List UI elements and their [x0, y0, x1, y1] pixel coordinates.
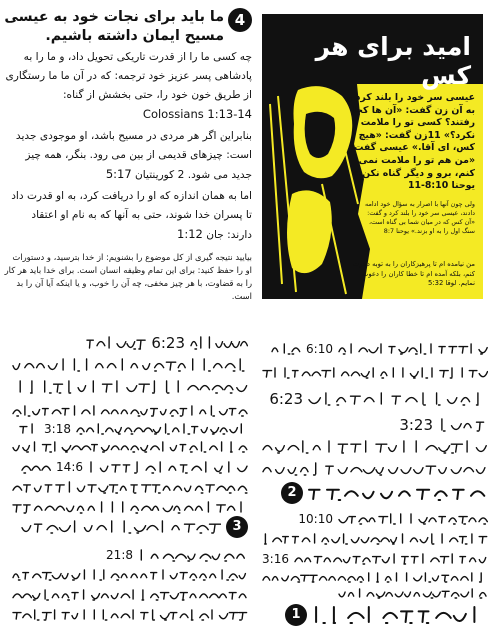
script-glyph: [86, 336, 146, 350]
verse-reference: 6:10: [306, 342, 333, 356]
script-line: [12, 567, 248, 583]
script-heading-row: [86, 335, 248, 351]
script-glyph: [262, 462, 488, 476]
script-line: [12, 403, 248, 419]
script-glyph: [12, 569, 248, 581]
verse-reference: 3:23: [399, 416, 433, 434]
script-heading-row: [281, 485, 488, 501]
script-line: [12, 357, 248, 373]
script-glyph: [262, 440, 488, 454]
script-line: [262, 531, 488, 547]
script-line: [262, 569, 488, 585]
script-glyph: [138, 549, 248, 562]
script-glyph: [12, 501, 248, 514]
verse-text: اما به همان اندازه که او را دریافت کرد، به او قدرت داد تا پسران خدا شوند، حتی به آنها که به نام او اعتقاد دارند: جان: [11, 190, 252, 241]
script-glyph: [294, 553, 488, 565]
script-heading-row: [285, 607, 488, 623]
verse-paragraph-2: [4, 127, 252, 185]
script-glyph: [312, 606, 488, 624]
script-glyph: [12, 609, 248, 621]
script-glyph: [19, 423, 39, 435]
script-glyph: [76, 423, 248, 435]
script-line: [12, 479, 248, 495]
script-glyph: [190, 336, 248, 350]
verse-reference: 3:16: [262, 552, 289, 566]
verse-reference: 21:8: [106, 548, 133, 562]
script-glyph: [12, 481, 248, 494]
section-number-badge: 2: [281, 482, 303, 504]
section-number-badge: 4: [228, 8, 252, 32]
script-glyph: [262, 533, 488, 545]
script-glyph: [12, 589, 248, 601]
script-line: [106, 547, 248, 563]
verse-reference: 6:23: [269, 390, 303, 408]
script-line: [271, 341, 488, 357]
verse-reference: 14:6: [56, 460, 83, 474]
poster-title: امید برای هر کس: [315, 32, 471, 90]
script-line: [262, 551, 488, 567]
script-glyph: [262, 367, 488, 379]
script-glyph: [338, 343, 488, 355]
script-glyph: [308, 392, 488, 406]
poster-verse-note: ولی چون آنها با اصرار به سؤال خود ادامه دادند، عیسی سر خود را بلند کرد و گفت: «آن کس که در میان شما بی گناه است، سنگ اول را به او بزند.» یوحنا 8:7: [365, 200, 475, 235]
script-glyph: [16, 380, 248, 394]
verse-reference: Colossians 1:13-14: [142, 107, 252, 121]
script-line: [12, 607, 248, 623]
verse-reference: 6:23: [151, 334, 185, 352]
script-line: [12, 439, 248, 455]
script-line: [21, 459, 248, 475]
script-glyph: [262, 572, 488, 583]
script-line: [16, 379, 248, 395]
script-glyph: [88, 461, 248, 474]
verse-reference: 1:12: [177, 227, 203, 241]
hope-poster: [262, 14, 483, 299]
script-line: [12, 587, 248, 603]
verse-text: بنابراین اگر هر مردی در مسیح باشد، او موجودی جدید است: چیزهای قدیمی از بین می رود. بنگر، همه چیز جدید می شود. 2 کورینتیان: [15, 130, 252, 181]
script-line: [298, 511, 488, 527]
verse-reference: 10:10: [298, 512, 333, 526]
script-line: [338, 585, 488, 601]
script-line: [262, 461, 488, 477]
script-glyph: [12, 405, 248, 417]
script-glyph: [12, 441, 248, 453]
script-line: [269, 391, 488, 407]
script-line: [12, 499, 248, 515]
script-glyph: [271, 343, 301, 355]
section-number-badge: 1: [285, 604, 307, 626]
script-glyph: [338, 588, 488, 599]
script-glyph: [21, 461, 51, 474]
section-4-heading: [4, 8, 252, 46]
script-heading-row: [21, 519, 248, 535]
script-line: [262, 365, 488, 381]
closing-note: بیایید نتیجه گیری از کل موضوع را بشنویم: از خدا بترسید، و دستورات او را حفظ کنید: برای این تمام وظیفه انسان است. برای خدا باید هر کار را به قضاوت، با هر چیز مخفی، چه آن را خوب، و یا اینکه آیا آن را بد است.: [4, 252, 252, 301]
verse-reference: 3:18: [44, 422, 71, 436]
script-line: [19, 421, 248, 437]
section-number-badge: 3: [226, 516, 248, 538]
script-glyph: [12, 358, 248, 372]
verse-reference: 5:17: [105, 167, 132, 181]
script-glyph: [338, 513, 488, 525]
poster-quote: عیسی سر خود را بلند کرد و به آن زن گفت: «آن ها کجا رفتند؟ کسی تو را ملامت نکرد؟» 11زن گفت: «هیچ کس، ای آقا.» عیسی گفت: «من هم تو را ملامت نمی کنم، برو و دیگر گناه نکن.» یوحنا 8:10-11: [346, 92, 475, 192]
script-glyph: [21, 520, 221, 534]
verse-paragraph-1: [4, 48, 252, 125]
poster-verse-note: من نیامده ام تا پرهیزکاران را به توبه دعوت کنم، بلکه آمده ام تا خطا کاران را دعوت نمایم. لوقا 5:32: [352, 260, 475, 287]
script-line: [262, 439, 488, 455]
script-line: [399, 417, 488, 433]
verse-text: چه کسی ما را از قدرت تاریکی تحویل داد، و ما را به پادشاهی پسر عزیز خود ترجمه: که در آن ما ما رستگاری از طریق خون خود را، حتی بخشش از گناه:: [5, 51, 252, 101]
section-title: ما باید برای نجات خود به عیسی مسیح ایمان داشته باشیم.: [4, 9, 224, 44]
script-panel-left: [4, 325, 248, 640]
poster-header: [262, 14, 483, 90]
verse-paragraph-3: [4, 187, 252, 245]
script-glyph: [438, 418, 488, 432]
section-4-text: [4, 8, 252, 308]
script-panel-right: [256, 325, 488, 640]
script-glyph: [308, 485, 488, 501]
